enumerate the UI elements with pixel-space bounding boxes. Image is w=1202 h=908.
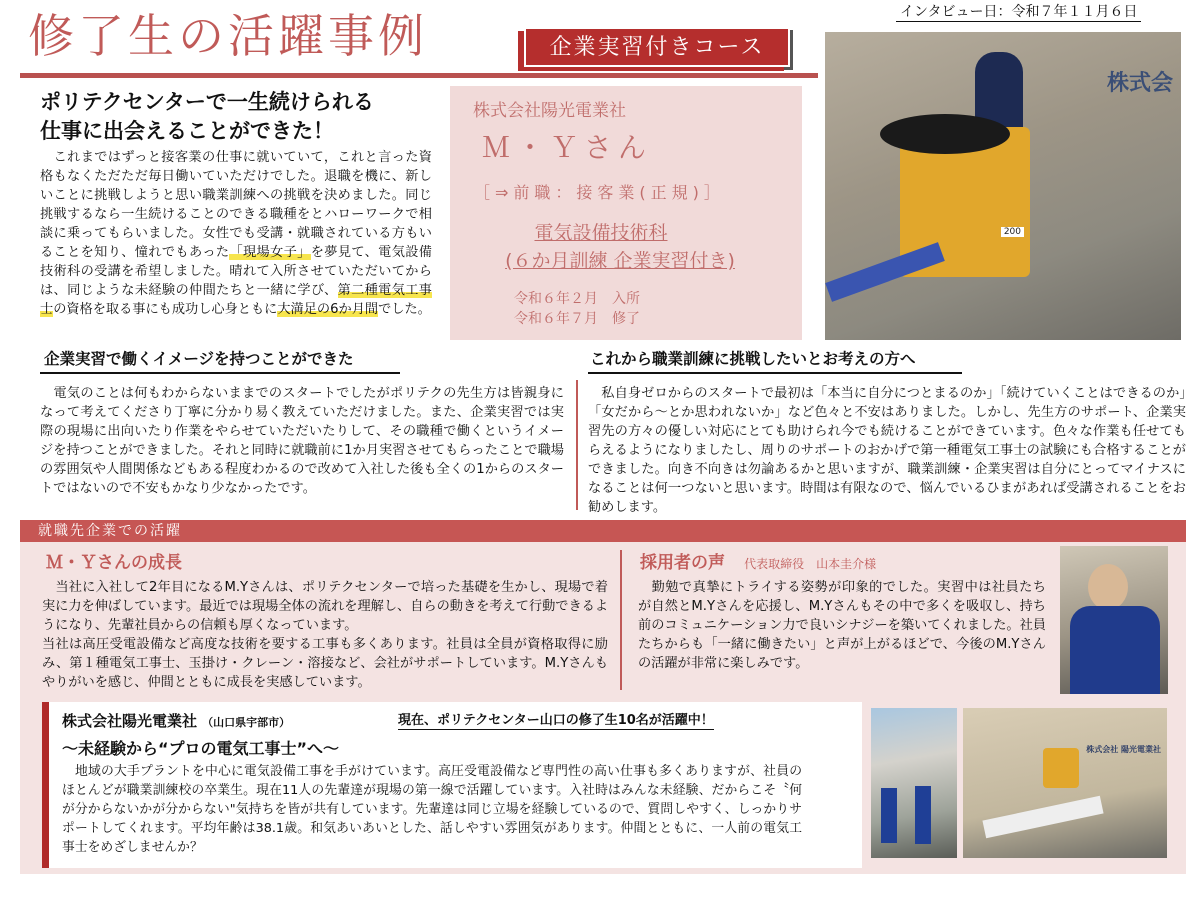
intro-text-2: を夢見て、電気設備技術科の受講を希望しました。晴れて入所させていただいてからは、同じような未経験の仲間たちと一緒に学び、 [40,245,432,298]
profile-company: 株式会社陽光電業社 [473,101,626,121]
company-location: （山口県宇部市） [202,716,291,729]
recruiter-heading-row [640,552,876,574]
recruiter-photo [1060,546,1168,694]
work-image-heading-rule [40,372,400,374]
intro-text-1: これまではずっと接客業の仕事に就いていて，これと言った資格もなくただただ毎日働いていただけでした。退職を機に、新しいことに挑戦しようと思い職業訓練への挑戦を決めました。同じ挑戦するなら一生続けることのできる職種をとハローワークで相談に乗ってもらいました。女性でも受講・就職されている方もいることを知り、憧れでもあった [40,150,432,260]
bucket-label: 200 [1001,227,1024,237]
interview-date: インタビュー日：令和７年１１月６日 [896,3,1141,22]
advice-heading: これから職業訓練に挑戦したいとお考えの方へ [590,350,916,368]
course-badge: 企業実習付きコース [524,27,790,67]
headline-line-2: 仕事に出会えることができた！ [40,119,334,143]
page-title: 修了生の活躍事例 [28,9,428,63]
intro-highlight-license: 第二種電気工事士 [40,283,432,317]
profile-enrolled: 令和６年２月 入所 [514,291,640,307]
employer-section-bar: 就職先企業での活躍 [20,520,1186,542]
site-photo-sign: 株式会社 陽光電業社 [1086,745,1161,754]
intro-body [40,148,432,319]
site-bucket [1043,748,1079,788]
main-photo-worker-in-bucket [825,32,1181,340]
intro-headline [40,88,430,146]
profile-previous-job: ［⇒前職：接客業(正規)］ [474,183,725,202]
portrait-face [1088,564,1128,610]
main-photo-sign: 株式会 [1106,71,1173,96]
recruiter-title: 代表取締役 山本圭介様 [744,557,877,571]
recruiter-body: 勤勉で真摯にトライする姿勢が印象的でした。実習中は社員たちが自然とM.Yさんを応援し、M.Yさんもその中で多くを吸収し、持ち前のコミュニケーション力で良いシナジーを築いてくれました。社員たちからも「一緒に働きたい」と声が上がるほどで、今後のM.Yさんの活躍が非常に楽しみです。 [638,580,1046,671]
bucket-rim [880,114,1010,154]
advice-body: 私自身ゼロからのスタートで最初は「本当に自分につとまるのか」「続けていくことはできるのか」「女だから～とか思われないか」など色々と不安はありました。しかし、先生方のサポート、企業実習先の方々の優しい対応にとても助けられ今でも続けることができています。色々な作業も任せてもらえるようになりましたし、周りのサポートのおかげで第一種電気工事士の試験にも合格することができました。向き不向きは勿論あるかと思いますが、職業訓練・企業実習は自分にとってマイナスになることは何一つないと思います。時間は有限なので、悩んでいるひまがあれば受講されることをお勧めします。 [588,386,1186,515]
profile-training-type: (６か月訓練 企業実習付き) [505,250,735,272]
company-tagline: ～未経験から“プロの電気工事士”へ～ [62,739,340,758]
headline-line-1: ポリテクセンターで一生続けられる [40,90,374,114]
advice-heading-rule [588,372,962,374]
worker-figure-2 [915,786,931,844]
intro-highlight-genba-joshi: 「現場女子」 [229,245,311,260]
company-name: 株式会社陽光電業社 [62,712,198,730]
growth-body: 当社に入社して2年目になるM.Yさんは、ポリテクセンターで培った基礎を生かし、現場で着実に力を伸ばしています。最近では現場全体の流れを理解し、自らの動きを考えて行動できるようになり、先輩社員からの信頼も厚くなっています。 当社は高圧受電設備など高度な技術を要する工事も多くあります。社員は全員が資格取得に励み、第１種電気工事士、玉掛け・クレーン・溶接など、会社がサポートしています。M.Yさんもやりがいを感じ、仲間とともに成長を実感しています。 [42,580,609,690]
work-image-body: 電気のことは何もわからないままでのスタートでしたがポリテクの先生方は皆親身になって考えてくださり丁寧に分かり易く教えていただけました。また、企業実習では実際の現場に出向いたり作業をやらせていただいたりして、その職種で働くというイメージを持つことができました。それと同時に就職前に1か月実習させてもらったことで職場の雰囲気や人間関係などもある程度わかるので改めて入社した後も全くの1からのスタートではないので不安もかなり少なかったです。 [40,386,564,496]
company-name-row [62,710,290,731]
profile-name: Ｍ・Ｙさん [482,131,653,164]
profile-department: 電気設備技術科 [534,222,668,244]
graduates-note: 現在、ポリテクセンター山口の修了生10名が活躍中！ [398,713,714,728]
recruiter-heading: 採用者の声 [640,553,725,573]
title-underline [20,73,818,78]
intro-text-3: の資格を取る事にも成功し心身ともに [53,302,278,317]
growth-heading: Ｍ・Ｙさんの成長 [46,553,182,573]
employer-divider [620,550,622,690]
company-body: 地域の大手プラントを中心に電気設備工事を手がけています。高圧受電設備など専門性の高い仕事も多くありますが、社員のほとんどが職業訓練校の卒業生。現在11人の先輩達が現場の第一線で活躍しています。入社時はみんな未経験、だからこそ〝何が分からないかが分からない"気持ちを皆が共有しています。先輩達は同じ立場を経験しているので、質問しやすく、しっかりサポートしてくれます。平均年齢は38.1歳。和気あいあいとした、話しやすい雰囲気があります。仲間とともに、一人前の電気工事士をめざしませんか？ [62,764,802,855]
worker-figure-1 [881,788,897,843]
column-divider [576,380,578,510]
portrait-body [1070,606,1160,694]
site-photo-bucket-truck [963,708,1167,858]
site-truck-boom [982,796,1103,839]
work-image-heading: 企業実習で働くイメージを持つことができた [44,350,354,368]
intro-highlight-satisfaction: 大満足の6か月間 [277,302,379,317]
site-photo-workers [871,708,957,858]
intro-text-4: でした。 [378,302,431,317]
profile-completed: 令和６年７月 修了 [514,311,640,327]
